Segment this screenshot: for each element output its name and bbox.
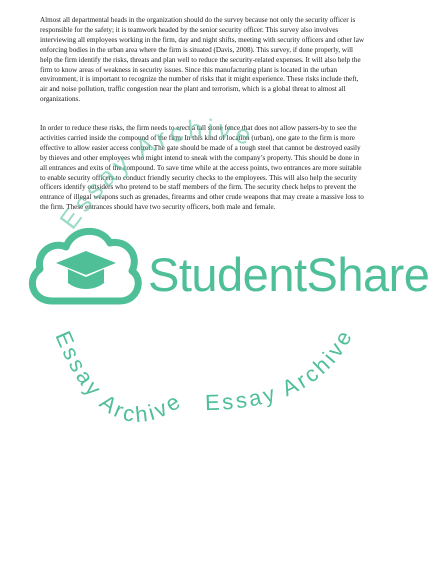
cloud-graduation-cap-icon <box>22 215 146 311</box>
body-paragraph-2: In order to reduce these risks, the firm needs to erect a tall stone fence that does not allow passers-by to see the activities carried inside the compound of the firm. In this kind of location (urban), one gate to the firm is more effective to allow easier access control. The gate should be made of a tough steel that cannot be destroyed easily by thieves and other employees who might intend to sneak with the company’s property. This should be done in all entrances and exits of the compound. To save time while at the access points, two entrances are more suitable to enable security officers to conduct friendly security checks to the employees. This will also help the security officers identify outsiders who pretend to be staff members of the firm. The security check helps to prevent the entrance of illegal weapons such as grenades, firearms and other crude weapons that may create a massive loss to the firm. These entrances should have two security officers, both male and female. <box>40 124 364 212</box>
watermark-arc-text-bottom-left: Essay Archive <box>50 327 187 428</box>
watermark-arc-text-bottom-right: Essay Archive <box>204 324 359 416</box>
brand-wordmark: StudentShare <box>148 248 429 301</box>
watermark-arc-text-top: Essay Archive <box>53 113 259 235</box>
body-paragraph-1: Almost all departmental heads in the organization should do the survey because not only the security officer is responsible for the safety; it is teamwork headed by the senior security officer. This survey also involves interviewing all employees working in the firm, day and night shifts, meeting with security officers and other law enforcing bodies in the urban area where the firm is situated (Davis, 2008). This survey, if done properly, will help the firm identify the risks, threats and plan well to reduce the security-related expenses. It will also help the firm to know areas of weakness in security issues. Since this manufacturing plant is located in the urban environment, it is important to recognize the number of risks that it might experience. These risks include theft, air and noise pollution, traffic congestion near the plant and terrorism, which is a global threat to almost all organizations. <box>40 16 365 104</box>
